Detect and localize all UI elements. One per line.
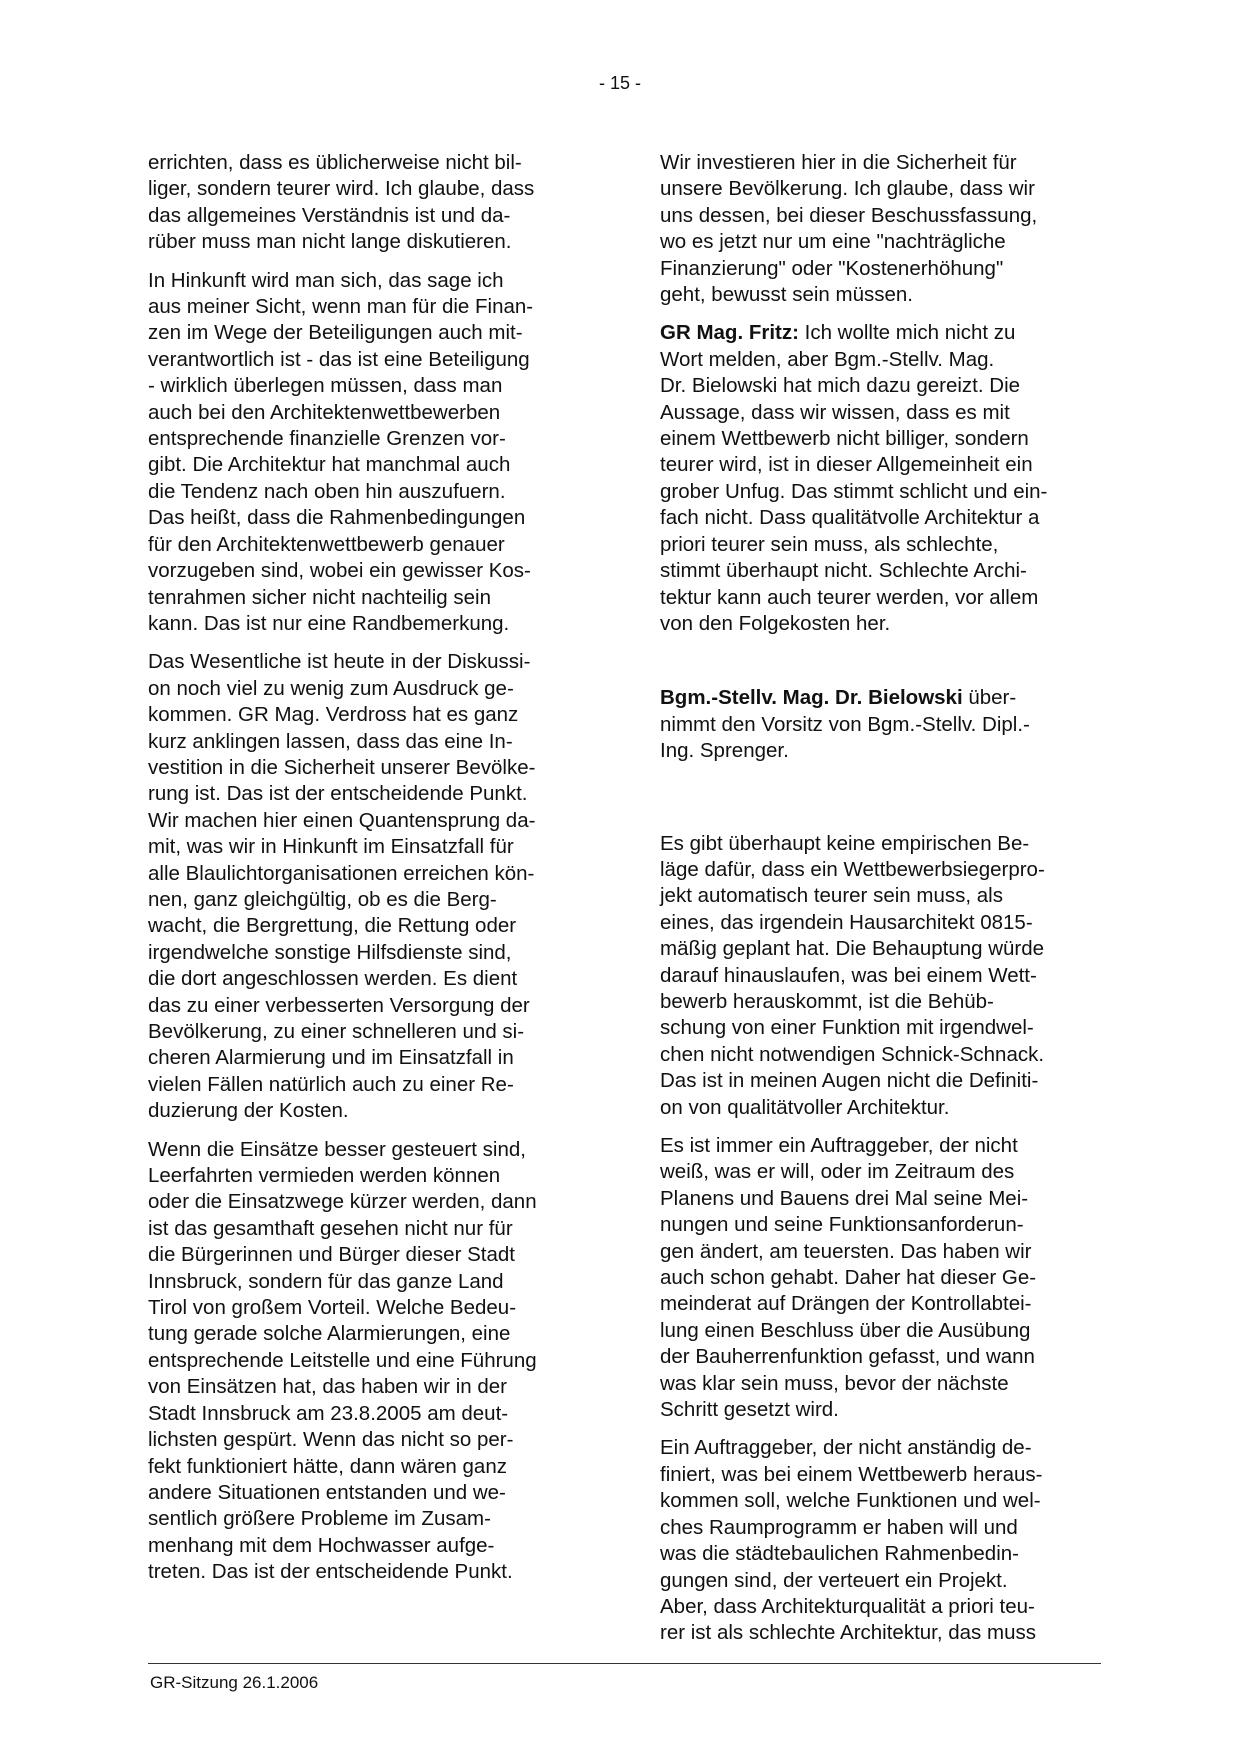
left-column <box>148 150 588 1598</box>
note-text: über- nimmt den Vorsitz von Bgm.-Stellv. Dipl.- Ing. Sprenger. <box>660 686 1030 763</box>
speaker-name: GR Mag. Fritz: <box>660 321 799 345</box>
paragraph: Es ist immer ein Auftraggeber, der nicht weiß, was er will, oder im Zeitraum des Planens und Bauens drei Mal seine Mei- nungen und seine Funktionsanforderun- gen ändert, am teuersten. Das haben wir auch schon gehabt. Daher hat dieser Ge- meinderat auf Drängen der Kontrollabtei- lung einen Beschluss über die Ausübung der Bauherrenfunktion gefasst, und wann was klar sein muss, bevor der nächste Schritt gesetzt wird. <box>660 1134 1037 1422</box>
footer-session-label: GR-Sitzung 26.1.2006 <box>150 1673 319 1692</box>
paragraph: Ein Auftraggeber, der nicht anständig de- finiert, was bei einem Wettbewerb heraus- kommen soll, welche Funktionen und wel- ches Raumprogramm er haben will und was die städtebaulichen Rahmenbedin- gungen sind, der verteuert ein Projekt. Aber, dass Architekturqualität a priori teu- rer ist als schlechte Architektur, das muss <box>660 1436 1043 1645</box>
paragraph: Wir investieren hier in die Sicherheit für unsere Bevölkerung. Ich glaube, dass wir uns dessen, bei dieser Beschussfassung, wo es jetzt nur um eine "nachträgliche Finanzierung" oder "Kostenerhöhung" geht, bewusst sein müssen. <box>660 151 1038 307</box>
speech-text: Ich wollte mich nicht zu Wort melden, aber Bgm.-Stellv. Mag. Dr. Bielowski hat mich dazu gereizt. Die Aussage, dass wir wissen, dass es mit einem Wettbewerb nicht billiger, sondern teurer wird, ist in dieser Allgemeinheit ein grober Unfug. Das stimmt schlicht und ein- fach nicht. Dass qualitätvolle Architektur a priori teurer sein muss, als schlechte, stimmt überhaupt nicht. Schlechte Archi- tektur kann auch teurer werden, vor allem von den Folgekosten her. <box>660 321 1048 635</box>
speech-paragraph <box>660 320 1100 637</box>
speaker-name: Bgm.-Stellv. Mag. Dr. Bielowski <box>660 686 963 710</box>
paragraph: Wenn die Einsätze besser gesteuert sind, Leerfahrten vermieden werden können oder die Einsatzwege kürzer werden, dann ist das gesamthaft gesehen nicht nur für die Bürgerinnen und Bürger dieser Stadt Innsbruck, sondern für das ganze Land Tirol von großem Vorteil. Welche Bedeu- tung gerade solche Alarmierungen, eine entsprechende Leitstelle und eine Führung von Einsätzen hat, das haben wir in der Stadt Innsbruck am 23.8.2005 am deut- lichsten gespürt. Wenn das nicht so per- fekt funktioniert hätte, dann wären ganz andere Situationen entstanden und we- sentlich größere Probleme im Zusam- menhang mit dem Hochwasser aufge- treten. Das ist der entscheidende Punkt. <box>148 1137 537 1584</box>
paragraph: In Hinkunft wird man sich, das sage ich aus meiner Sicht, wenn man für die Finan- zen im Wege der Beteiligungen auch mit- verantwortlich ist - das ist eine Beteiligung - wirklich überlegen müssen, dass man auch bei den Architektenwettbewerben entsprechende finanzielle Grenzen vor- gibt. Die Architektur hat manchmal auch die Tendenz nach oben hin auszufuern. Das heißt, dass die Rahmenbedingungen für den Architektenwettbewerb genauer vorzugeben sind, wobei ein gewisser Kos- tenrahmen sicher nicht nachteilig sein kann. Das ist nur eine Randbemerkung. <box>148 268 534 635</box>
footer-divider <box>148 1663 1101 1664</box>
right-column <box>660 150 1100 1659</box>
paragraph: Es gibt überhaupt keine empirischen Be- läge dafür, dass ein Wettbewerbsiegerpro- jekt automatisch teurer sein muss, als eines, das irgendein Hausarchitekt 0815- mäßig geplant hat. Die Behauptung würde darauf hinauslaufen, was bei einem Wett- bewerb herauskommt, ist die Behüb- schung von einer Funktion mit irgendwel- chen nicht notwendigen Schnick-Schnack. Das ist in meinen Augen nicht die Definiti- on von qualitätvoller Architektur. <box>660 831 1045 1119</box>
page-number: - 15 - <box>598 73 641 93</box>
paragraph: Das Wesentliche ist heute in der Diskussi- on noch viel zu wenig zum Ausdruck ge- kommen. GR Mag. Verdross hat es ganz kurz anklingen lassen, dass das eine In- vestition in die Sicherheit unserer Bevölke- rung ist. Das ist der entscheidende Punkt. Wir machen hier einen Quantensprung da- mit, was wir in Hinkunft im Einsatzfall für alle Blaulichtorganisationen erreichen kön- nen, ganz gleichgültig, ob es die Berg- wacht, die Bergrettung, die Rettung oder irgendwelche sonstige Hilfsdienste sind, die dort angeschlossen werden. Es dient das zu einer verbesserten Versorgung der Bevölkerung, zu einer schnelleren und si- cheren Alarmierung und im Einsatzfall in vielen Fällen natürlich auch zu einer Re- duzierung der Kosten. <box>148 650 536 1123</box>
paragraph: errichten, dass es üblicherweise nicht bil- liger, sondern teurer wird. Ich glaube, dass das allgemeines Verständnis ist und da- rüber muss man nicht lange diskutieren. <box>148 151 535 254</box>
chair-change-note <box>660 685 1100 764</box>
